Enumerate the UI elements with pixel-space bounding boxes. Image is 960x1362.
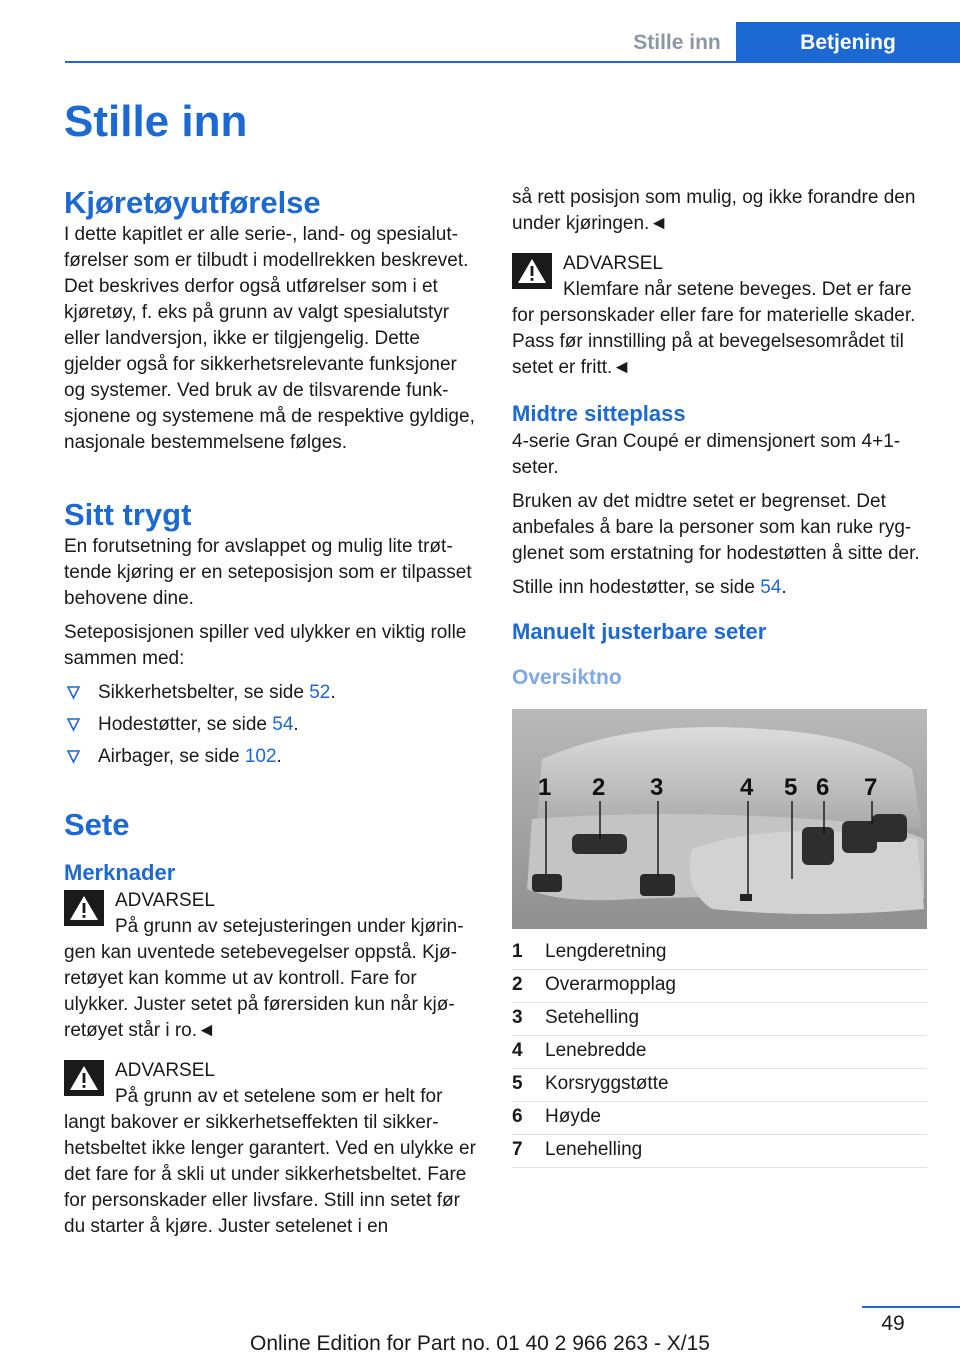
seat-illustration [512,709,927,929]
footer-edition-text: Online Edition for Part no. 01 40 2 966 263 - X/15 [250,1332,710,1355]
middle-seat-ref-text: Stille inn hodestøtter, se side [512,577,761,598]
heading-notes: Merknader [64,860,176,885]
triangle-bullet-icon [66,746,81,768]
image-callout-label: 3 [650,774,664,801]
legend-number: 6 [512,1106,523,1127]
list-item: Airbager, se side 102. [64,744,479,770]
legend-item [512,970,927,1003]
legend-item [512,1003,927,1036]
list-item-text: Airbager, se side [98,746,245,767]
paragraph-continued: så rett posisjon som mulig, og ikke forandre den under kjøringen.◄ [512,187,916,234]
page-title: Stille inn [64,97,248,146]
warning-icon [64,890,104,926]
warning-title: ADVARSEL [115,1060,215,1081]
warning-block-3 [512,251,927,381]
heading-overview: Oversiktno [512,666,622,689]
legend-label: Lenebredde [545,1040,647,1061]
legend-item [512,1102,927,1135]
page-link[interactable]: 54 [272,714,294,735]
warning-text: Klemfare når setene beveges. Det er fare for personskader eller fare for materielle skader. Pass før innstilling på at bevegelsesområdet til setet er fritt.◄ [512,279,916,378]
legend-item [512,937,927,970]
image-callout-label: 6 [816,774,830,801]
image-callout-label: 4 [740,774,754,801]
legend-number: 3 [512,1007,523,1028]
header-chapter-tab[interactable]: Betjening [736,22,960,61]
legend-number: 2 [512,974,523,995]
legend-label: Overarmopplag [545,974,676,995]
list-item: Sikkerhetsbelter, se side 52. [64,680,479,706]
warning-text: På grunn av et setelene som er helt for langt bakover er sikkerhetseffekten til sikkerhetsbeltet ikke lenger garantert. Ved en ulykke er det fare for å skli ut under sikkerhetsbeltet. Fare for personskader eller livsfare. Still inn setet før du starter å kjøre. Juster setelenet i en [64,1086,476,1237]
paragraph-vehicle-version: I dette kapitlet er alle serie-, land- og spesialutførelser som er tilbudt i modellrekken beskrevet. Det beskrives derfor også utførelser som i et kjøretøy, f. eks på grunn av valgt spesialutstyr eller landversjon, ikke er tilgjengelig. Dette gjelder også for sikkerhetsrelevante funksjoner og systemer. Ved bruk av de tilsvarende funksjonene og systemene må de respektive gyldige, nasjonale bestemmelsene følges. [64,224,475,453]
paragraph-middle-seat-1: 4-serie Gran Coupé er dimensjonert som 4+1-seter. [512,431,901,478]
legend-number: 7 [512,1139,523,1160]
paragraph-sit-safely-2: Seteposisjonen spiller ved ulykker en viktig rolle sammen med: [64,622,467,669]
legend-label: Lenehelling [545,1139,643,1160]
page-link[interactable]: 102 [244,746,277,767]
heading-manual-seats: Manuelt justerbare seter [512,619,767,644]
paragraph-middle-seat-2: Bruken av det midtre setet er begrenset. Det anbefales å bare la personer som kan ruke rygglenet som erstatning for hodestøtten å sitte der. [512,491,920,564]
legend-item [512,1135,927,1168]
image-callout-label: 2 [592,774,606,801]
image-callout-label: 1 [538,774,552,801]
seat-controls-legend [512,937,927,1168]
page-link[interactable]: 54 [760,577,782,598]
image-callout-label: 5 [784,774,798,801]
heading-middle-seat: Midtre sitteplass [512,401,686,426]
paragraph-middle-seat-3: Stille inn hodestøtter, se side 54. [512,577,787,598]
image-callout-label: 7 [864,774,878,801]
header-section-tab[interactable]: Stille inn [633,31,721,54]
triangle-bullet-icon [66,682,81,704]
list-item-text: Hodestøtter, se side [98,714,273,735]
page-link[interactable]: 52 [309,682,331,703]
warning-text: På grunn av setejusteringen under kjøringen kan uventede setebevegelser oppstå. Kjøretøyet kan komme ut av kontroll. Fare for ulykker. Juster setet på førersiden kun når kjøretøyet står i ro.◄ [64,916,464,1041]
legend-item [512,1069,927,1102]
legend-number: 4 [512,1040,523,1061]
list-item-text: Sikkerhetsbelter, se side [98,682,310,703]
header-rule [65,61,960,63]
legend-item [512,1036,927,1069]
warning-icon [64,1060,104,1096]
legend-label: Setehelling [545,1007,640,1028]
right-column [512,185,927,1168]
warning-title: ADVARSEL [563,253,663,274]
left-column [64,184,479,1248]
footer-rule [862,1306,960,1308]
legend-number: 1 [512,941,523,962]
warning-title: ADVARSEL [115,890,215,911]
legend-number: 5 [512,1073,523,1094]
legend-label: Korsryggstøtte [545,1073,669,1094]
warning-icon [512,253,552,289]
heading-vehicle-version: Kjøretøyutførelse [64,185,321,220]
warning-block-2 [64,1058,479,1240]
safety-list [64,680,479,770]
legend-label: Høyde [545,1106,601,1127]
list-item: Hodestøtter, se side 54. [64,712,479,738]
paragraph-sit-safely-1: En forutsetning for avslappet og mulig lite trøttende kjøring er en seteposisjon som er tilpasset behovene dine. [64,536,472,609]
heading-seat: Sete [64,807,130,842]
triangle-bullet-icon [66,714,81,736]
legend-label: Lengderetning [545,941,667,962]
heading-sit-safely: Sitt trygt [64,497,192,532]
seat-controls-image [512,709,927,929]
warning-block-1 [64,888,479,1044]
page-number: 49 [881,1312,905,1335]
